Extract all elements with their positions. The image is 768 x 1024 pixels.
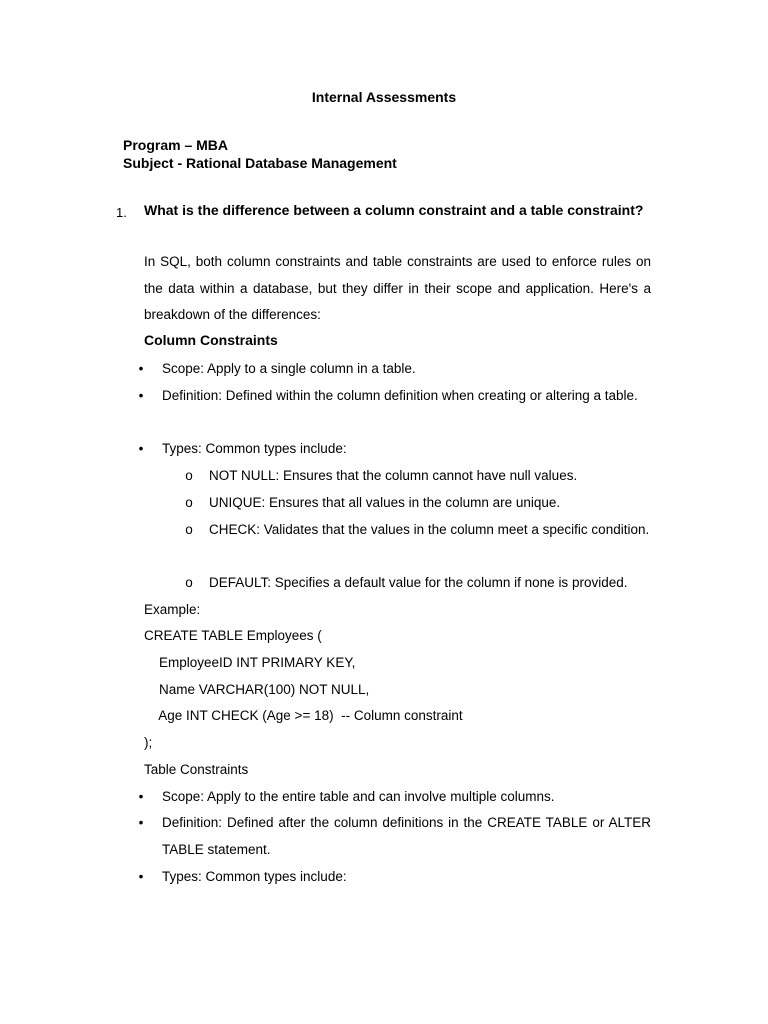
code-line: Age INT CHECK (Age >= 18) -- Column constraint <box>144 708 463 723</box>
list-item-text: Types: Common types include: <box>162 869 347 884</box>
list-item <box>134 784 651 811</box>
circle-bullet-icon: o <box>185 522 193 537</box>
bullet-icon: • <box>138 441 144 456</box>
list-item-text: Scope: Apply to the entire table and can involve multiple columns. <box>162 789 555 804</box>
sub-list-item-text: NOT NULL: Ensures that the column cannot have null values. <box>209 468 578 483</box>
question-text: What is the difference between a column constraint and a table constraint? <box>144 202 644 218</box>
code-line: Name VARCHAR(100) NOT NULL, <box>144 682 370 697</box>
bullet-icon: • <box>138 388 144 403</box>
column-constraints-heading: Column Constraints <box>144 332 278 348</box>
sub-list-item <box>182 463 651 490</box>
sub-list-item-text: CHECK: Validates that the values in the column meet a specific condition. <box>209 522 650 537</box>
circle-bullet-icon: o <box>185 575 193 590</box>
document-title: Internal Assessments <box>311 89 457 105</box>
list-item-text: Definition: Defined after the column definitions in the CREATE TABLE or ALTER TABLE statement. <box>162 815 651 857</box>
table-constraints-heading: Table Constraints <box>144 762 249 777</box>
code-line: CREATE TABLE Employees ( <box>144 628 322 643</box>
bullet-icon: • <box>138 869 144 884</box>
bullet-icon: • <box>138 815 144 830</box>
list-item <box>134 436 651 463</box>
code-line: EmployeeID INT PRIMARY KEY, <box>144 655 356 670</box>
sub-list-item <box>182 570 651 597</box>
sub-list-item-text: DEFAULT: Specifies a default value for the column if none is provided. <box>209 575 628 590</box>
example-label: Example: <box>144 602 201 617</box>
subject-line: Subject - Rational Database Management <box>123 155 397 171</box>
list-item-text: Definition: Defined within the column definition when creating or altering a table. <box>162 388 638 403</box>
code-line: ); <box>144 735 153 750</box>
program-line: Program – MBA <box>123 137 229 153</box>
list-item <box>134 810 651 863</box>
sub-list-item <box>182 517 651 544</box>
list-item <box>134 864 651 891</box>
list-item <box>134 383 651 410</box>
sub-list-item <box>182 490 651 517</box>
list-item-text: Types: Common types include: <box>162 441 347 456</box>
list-item <box>134 356 651 383</box>
circle-bullet-icon: o <box>185 495 193 510</box>
sub-list-item-text: UNIQUE: Ensures that all values in the column are unique. <box>209 495 561 510</box>
bullet-icon: • <box>138 789 144 804</box>
intro-paragraph: In SQL, both column constraints and table constraints are used to enforce rules on the data within a database, but they differ in their scope and application. Here's a breakdown of the differences: <box>144 254 651 323</box>
question-number: 1. <box>116 205 127 220</box>
circle-bullet-icon: o <box>185 468 193 483</box>
bullet-icon: • <box>138 361 144 376</box>
list-item-text: Scope: Apply to a single column in a table. <box>162 361 416 376</box>
